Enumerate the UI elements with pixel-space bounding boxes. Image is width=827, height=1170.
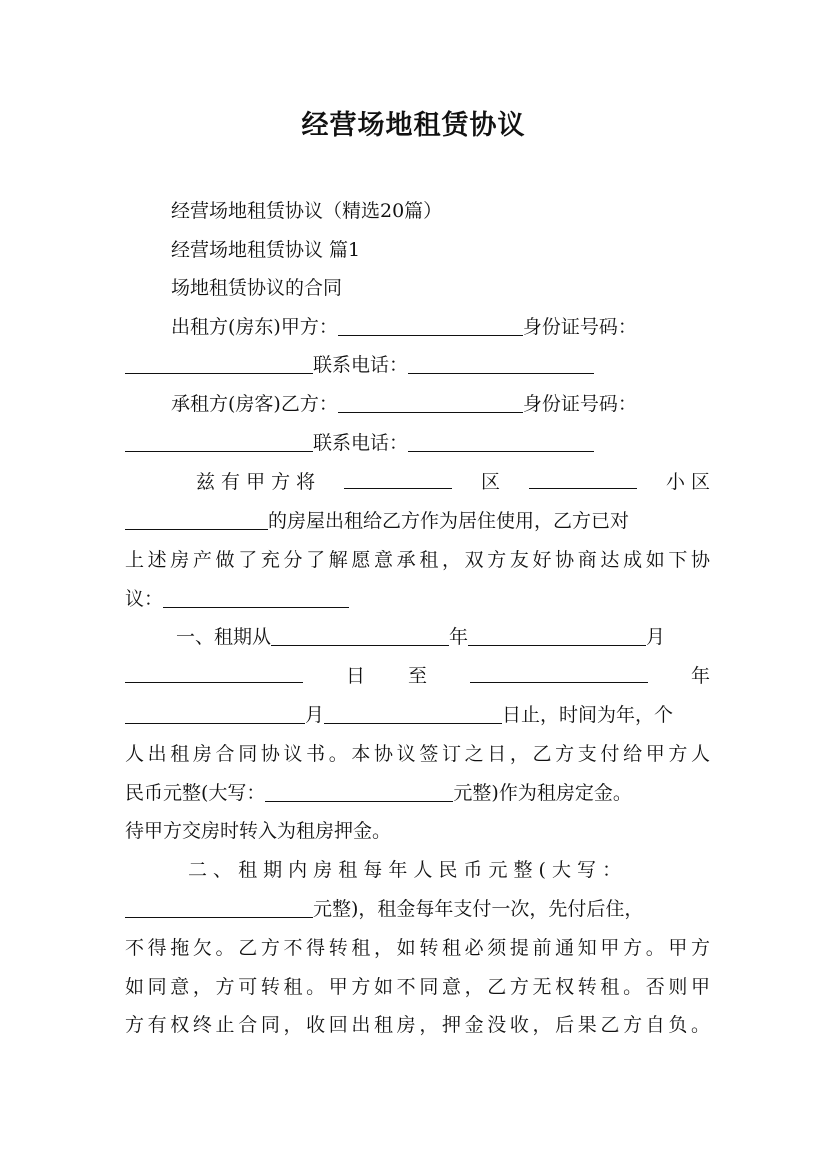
text: 兹 有 甲 方 将 <box>196 471 316 493</box>
text: 的房屋出租给乙方作为居住使用，乙方已对 <box>268 510 630 532</box>
text: 上述房产做了充分了解愿意承租，双方友好协商达成如下协 <box>125 549 710 571</box>
text-line <box>171 197 711 225</box>
text-line <box>125 351 710 379</box>
text: 议： <box>125 588 164 610</box>
fill-blank[interactable] <box>125 353 313 374</box>
text-line <box>188 856 710 884</box>
text-line <box>171 390 711 418</box>
fill-blank[interactable] <box>125 897 313 918</box>
text: 联系电话： <box>313 354 409 376</box>
text: 一、租期从 <box>176 626 272 648</box>
text: 年 <box>449 626 469 648</box>
text-line <box>125 817 710 845</box>
text: 联系电话： <box>313 432 409 454</box>
text: 日止，时间为年，个 <box>502 704 674 726</box>
text-line <box>125 1011 710 1039</box>
text: 如同意，方可转租。甲方如不同意，乙方无权转租。否则甲 <box>125 976 710 998</box>
text: 方有权终止合同，收回出租房，押金没收，后果乙方自负。 <box>125 1014 710 1036</box>
text: 身份证号码： <box>522 316 637 338</box>
text-line <box>125 585 710 613</box>
text: 元整)作为租房定金。 <box>453 782 632 804</box>
fill-blank[interactable] <box>125 431 313 452</box>
text: 出租方(房东)甲方： <box>171 316 338 338</box>
text-line <box>125 779 710 807</box>
fill-blank[interactable] <box>265 781 453 802</box>
document-title: 经营场地租赁协议 <box>301 110 526 141</box>
text: 至 <box>407 665 427 687</box>
text-line <box>171 236 711 264</box>
fill-blank[interactable] <box>408 431 594 452</box>
text: 日 <box>345 665 365 687</box>
fill-blank[interactable] <box>324 703 502 724</box>
text: 经营场地租赁协议（精选20篇） <box>171 200 443 222</box>
text-line <box>125 662 710 690</box>
text: 年 <box>690 665 710 687</box>
text-line <box>125 507 710 535</box>
fill-blank[interactable] <box>529 468 637 489</box>
text: 月 <box>646 626 666 648</box>
text-line <box>176 623 710 651</box>
text: 人出租房合同协议书。本协议签订之日，乙方支付给甲方人 <box>125 743 710 765</box>
text: 经营场地租赁协议 篇1 <box>171 239 361 261</box>
text: 月 <box>305 704 325 726</box>
text-line <box>196 468 710 496</box>
text: 待甲方交房时转入为租房押金。 <box>125 820 392 842</box>
text-line <box>125 429 710 457</box>
text-line <box>125 740 710 768</box>
fill-blank[interactable] <box>271 625 449 646</box>
text-line <box>125 895 710 923</box>
fill-blank[interactable] <box>344 468 452 489</box>
fill-blank[interactable] <box>468 625 646 646</box>
fill-blank[interactable] <box>408 353 594 374</box>
fill-blank[interactable] <box>125 509 268 530</box>
fill-blank[interactable] <box>125 662 303 683</box>
text: 民币元整(大写： <box>125 782 266 804</box>
fill-blank[interactable] <box>125 703 305 724</box>
text: 不得拖欠。乙方不得转租，如转租必须提前通知甲方。甲方 <box>125 937 710 959</box>
text: 元整)，租金每年支付一次，先付后住， <box>313 898 644 920</box>
fill-blank[interactable] <box>163 587 349 608</box>
text: 小 区 <box>665 471 710 493</box>
text-line <box>125 701 710 729</box>
fill-blank[interactable] <box>338 315 523 336</box>
text: 身份证号码： <box>522 393 637 415</box>
text: 区 <box>481 471 501 493</box>
text: 承租方(房客)乙方： <box>171 393 338 415</box>
text-line <box>125 973 710 1001</box>
text-line <box>171 313 711 341</box>
fill-blank[interactable] <box>338 392 523 413</box>
text: 场地租赁协议的合同 <box>171 277 343 299</box>
text-line <box>171 274 711 302</box>
text-line <box>125 934 710 962</box>
text: 二 、 租 期 内 房 租 每 年 人 民 币 元 整 ( 大 写 ： <box>188 859 622 881</box>
fill-blank[interactable] <box>470 662 648 683</box>
text-line <box>125 546 710 574</box>
